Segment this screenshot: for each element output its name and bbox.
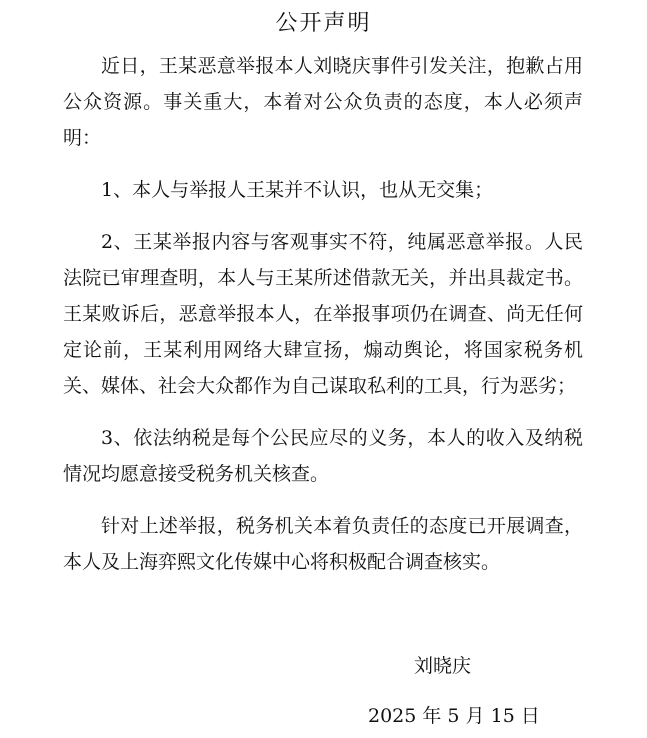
point-3-paragraph: 3、依法纳税是每个公民应尽的义务，本人的收入及纳税情况均愿意接受税务机关核查。 <box>63 427 583 485</box>
closing-paragraph: 针对上述举报，税务机关本着负责任的态度已开展调查，本人及上海弈熙文化传媒中心将积极配合调查核实。 <box>63 515 583 573</box>
statement-date: 2025 年 5 月 15 日 <box>368 705 540 727</box>
point-2-paragraph: 2、王某举报内容与客观事实不符，纯属恶意举报。人民法院已审理查明，本人与王某所述借款无关，并出具裁定书。王某败诉后，恶意举报本人，在举报事项仍在调查、尚无任何定论前，王某利用网络大肆宣扬，煽动舆论，将国家税务机关、媒体、社会大众都作为自己谋取私利的工具，行为恶劣； <box>63 231 583 397</box>
document-title: 公开声明 <box>275 11 372 36</box>
statement-body <box>63 48 583 596</box>
signer-name: 刘晓庆 <box>414 655 472 677</box>
point-1-paragraph: 1、本人与举报人王某并不认识，也从无交集； <box>101 179 494 201</box>
intro-paragraph: 近日，王某恶意举报本人刘晓庆事件引发关注，抱歉占用公众资源。事关重大，本着对公众负责的态度，本人必须声明： <box>63 55 583 149</box>
